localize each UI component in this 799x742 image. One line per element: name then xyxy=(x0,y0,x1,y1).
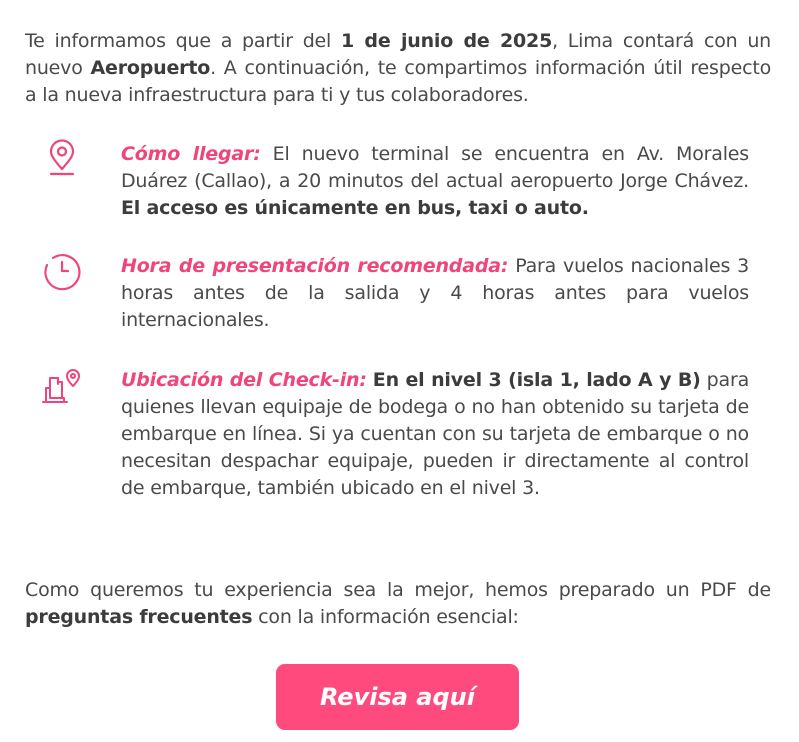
intro-paragraph xyxy=(25,28,771,109)
launch-date: 1 de junio de 2025 xyxy=(340,30,553,52)
intro-text-2: , Lima contará con un nuevo xyxy=(25,30,771,79)
info-item-highlight: El acceso es únicamente en bus, taxi o auto. xyxy=(121,197,589,219)
outro-text-2: con la información esencial: xyxy=(252,606,519,628)
info-item-text xyxy=(121,253,749,334)
outro-text-1: Como queremos tu experiencia sea la mejor, hemos preparado un PDF de xyxy=(25,579,771,601)
checkin-counter-icon xyxy=(40,364,84,408)
info-item-text xyxy=(121,367,749,502)
info-item-body-after: para quienes llevan equipaje de bodega o no han obtenido su tarjeta de embarque en línea. Si ya cuentan con su tarjeta de embarque o no necesitan despachar equipaje, pueden ir directamente al control de embarque, también ubicado en el nivel 3. xyxy=(121,369,750,499)
outro-paragraph xyxy=(25,577,771,631)
faq-highlight: preguntas frecuentes xyxy=(25,606,253,628)
info-item-body: Para vuelos nacionales 3 horas antes de la salida y 4 horas antes para vuelos internacionales. xyxy=(121,255,749,331)
airport-word: Aeropuerto xyxy=(90,57,211,79)
info-item-label: Cómo llegar: xyxy=(121,143,261,165)
info-item-label: Hora de presentación recomendada: xyxy=(121,255,509,277)
info-item-text xyxy=(121,141,749,222)
info-item-body: El nuevo terminal se encuentra en Av. Morales Duárez (Callao), a 20 minutos del actual aeropuerto Jorge Chávez. xyxy=(121,143,749,192)
intro-text-3: . A continuación, te compartimos información útil respecto a la nueva infraestructura para ti y tus colaboradores. xyxy=(25,57,772,106)
location-pin-icon xyxy=(40,138,84,182)
info-item-label: Ubicación del Check-in: xyxy=(121,369,367,391)
intro-text-1: Te informamos que a partir del xyxy=(25,30,341,52)
review-here-button[interactable]: Revisa aquí xyxy=(276,664,519,730)
clock-icon xyxy=(40,250,84,294)
info-item-highlight: En el nivel 3 (isla 1, lado A y B) xyxy=(372,369,701,391)
